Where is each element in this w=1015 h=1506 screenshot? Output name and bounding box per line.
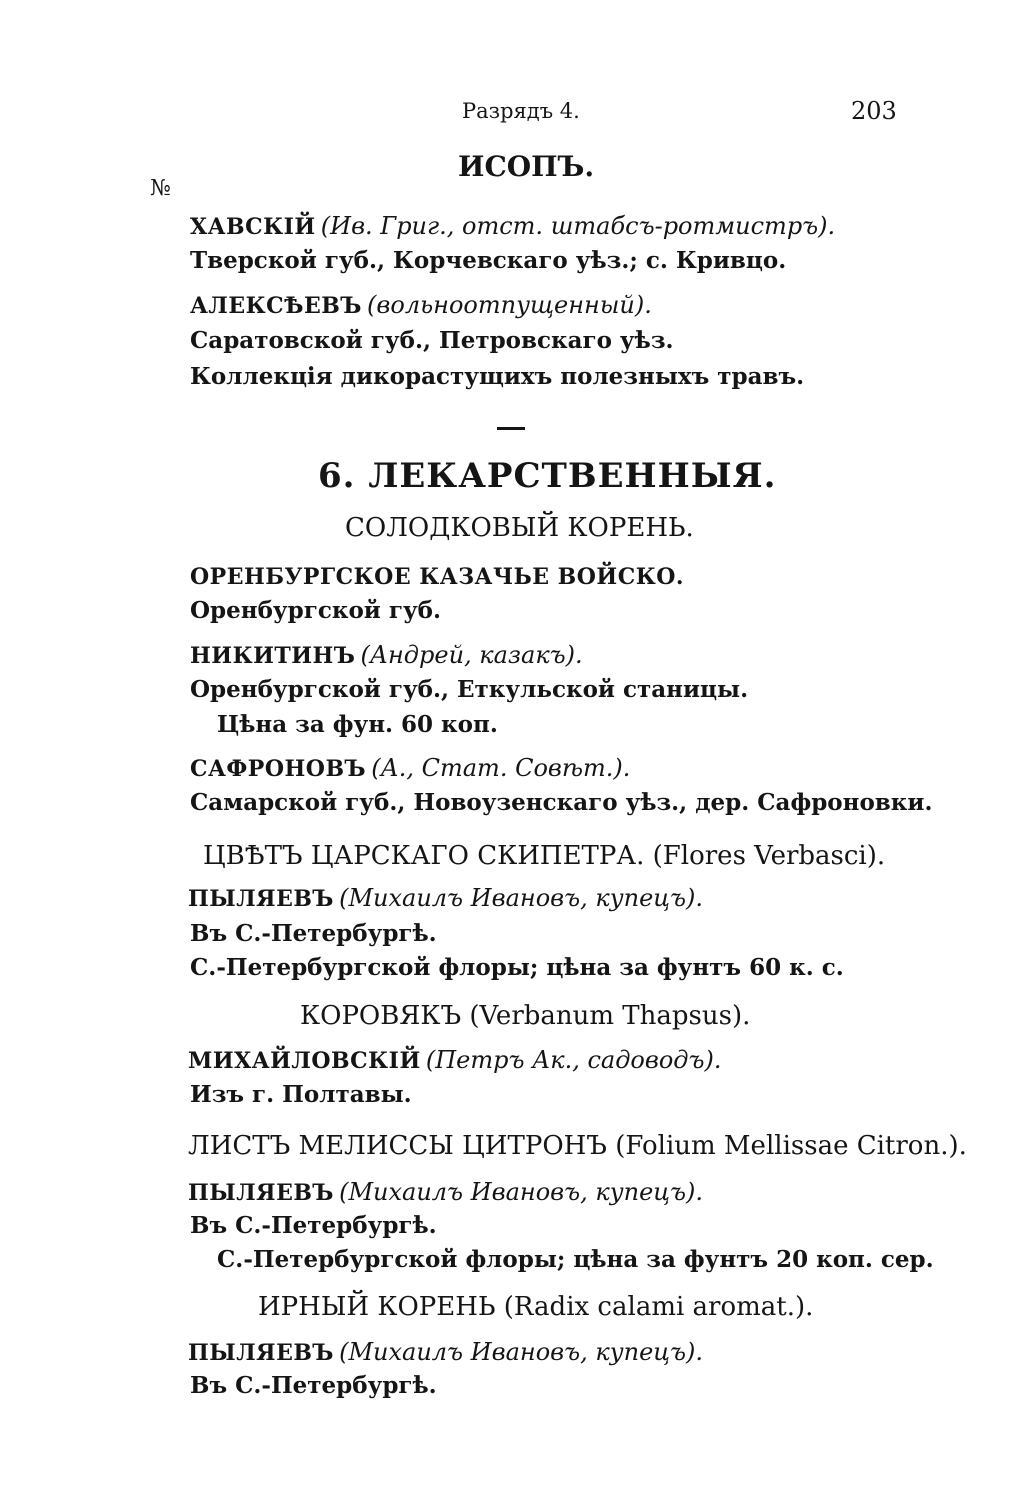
entry-mikhailovsky: МИХАЙЛОВСКІЙ (Петръ Ак., садоводъ). xyxy=(188,1046,722,1074)
entry-pylyaev-1-location: Въ С.-Петербургѣ. xyxy=(190,920,437,947)
section-heading: 6. ЛЕКАРСТВЕННЫЯ. xyxy=(318,456,777,496)
plant-heading-licorice: СОЛОДКОВЫЙ КОРЕНЬ. xyxy=(345,513,694,543)
number-sign: № xyxy=(150,176,171,201)
entry-khavsky-location: Тверской губ., Корчевскаго уѣз.; с. Кривцо. xyxy=(190,247,787,274)
entry-nikitin-location: Оренбургской губ., Еткульской станицы. xyxy=(190,676,749,703)
entry-orenburg-cossack: ОРЕНБУРГСКОЕ КАЗАЧЬЕ ВОЙСКО. xyxy=(190,564,685,590)
plant-heading-calamus: ИРНЫЙ КОРЕНЬ (Radix calami aromat.). xyxy=(258,1292,814,1322)
entry-alekseev: АЛЕКСѢЕВЪ (вольноотпущенный). xyxy=(190,291,652,319)
entry-pylyaev-2: ПЫЛЯЕВЪ (Михаилъ Ивановъ, купецъ). xyxy=(188,1178,704,1206)
plant-heading-melissa: ЛИСТЪ МЕЛИССЫ ЦИТРОНЪ (Folium Mellissae Citron.). xyxy=(188,1131,967,1161)
entry-alekseev-location: Саратовской губ., Петровскаго уѣз. xyxy=(190,327,674,354)
entry-pylyaev-1: ПЫЛЯЕВЪ (Михаилъ Ивановъ, купецъ). xyxy=(188,884,704,912)
entry-pylyaev-3: ПЫЛЯЕВЪ (Михаилъ Ивановъ, купецъ). xyxy=(188,1338,704,1366)
entry-mikhailovsky-location: Изъ г. Полтавы. xyxy=(190,1081,412,1108)
section-divider xyxy=(497,427,525,430)
entry-pylyaev-2-price: С.-Петербургской флоры; цѣна за фунтъ 20 коп. сер. xyxy=(217,1246,934,1273)
running-header: Разрядъ 4. xyxy=(462,99,580,123)
entry-pylyaev-3-location: Въ С.-Петербургѣ. xyxy=(190,1372,437,1399)
entry-alekseev-note: Коллекція дикорастущихъ полезныхъ травъ. xyxy=(190,363,805,390)
entry-khavsky: ХАВСКІЙ (Ив. Григ., отст. штабсъ-ротмистръ). xyxy=(190,212,836,240)
plant-heading-isop: ИСОПЪ. xyxy=(458,150,595,183)
entry-nikitin-price: Цѣна за фун. 60 коп. xyxy=(217,711,498,738)
entry-pylyaev-1-price: С.-Петербургской флоры; цѣна за фунтъ 60 к. с. xyxy=(190,954,844,981)
entry-nikitin: НИКИТИНЪ (Андрей, казакъ). xyxy=(190,641,583,669)
entry-orenburg-location: Оренбургской губ. xyxy=(190,597,442,624)
entry-safronov-location: Самарской губ., Новоузенскаго уѣз., дер. Сафроновки. xyxy=(190,789,933,816)
plant-heading-verbascum-flowers: ЦВѢТЪ ЦАРСКАГО СКИПЕТРА. (Flores Verbasci). xyxy=(203,841,886,871)
entry-pylyaev-2-location: Въ С.-Петербургѣ. xyxy=(190,1212,437,1239)
plant-heading-mullein: КОРОВЯКЪ (Verbanum Thapsus). xyxy=(300,1001,751,1031)
page-number: 203 xyxy=(851,97,897,125)
entry-safronov: САФРОНОВЪ (А., Стат. Совѣт.). xyxy=(190,754,631,782)
